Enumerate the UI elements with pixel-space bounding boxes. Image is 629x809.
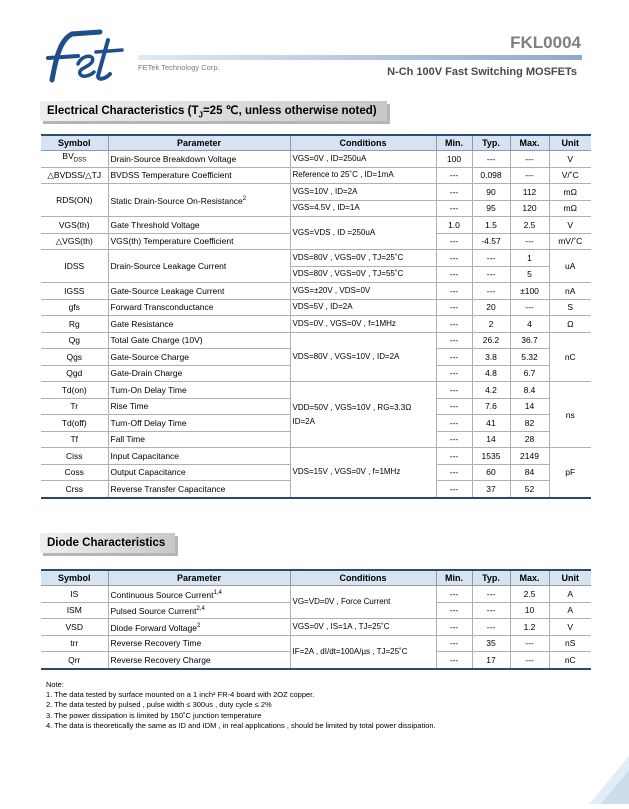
unit-cell: S bbox=[549, 299, 591, 316]
min-cell: --- bbox=[436, 233, 472, 250]
parameter-cell: Gate-Source Charge bbox=[108, 349, 290, 366]
symbol-cell: gfs bbox=[41, 299, 108, 316]
symbol-cell: Qrr bbox=[41, 652, 108, 669]
table-row bbox=[41, 586, 591, 603]
symbol-cell: Qg bbox=[41, 332, 108, 349]
unit-cell: A bbox=[549, 586, 591, 603]
table-row bbox=[41, 217, 591, 234]
min-cell: --- bbox=[436, 299, 472, 316]
unit-cell: nA bbox=[549, 283, 591, 300]
max-cell: 84 bbox=[510, 464, 549, 481]
typ-cell: 20 bbox=[472, 299, 510, 316]
col-header: Typ. bbox=[472, 570, 510, 586]
symbol-cell: VSD bbox=[41, 619, 108, 636]
col-header: Typ. bbox=[472, 135, 510, 151]
symbol-cell: Tf bbox=[41, 431, 108, 448]
parameter-cell: Gate-Drain Charge bbox=[108, 365, 290, 382]
condition-cell: VDS=5V , ID=2A bbox=[290, 299, 436, 316]
parameter-cell: Total Gate Charge (10V) bbox=[108, 332, 290, 349]
min-cell: --- bbox=[436, 349, 472, 366]
part-number: FKL0004 bbox=[510, 33, 581, 52]
condition-cell: VGS=0V , IS=1A , TJ=25˚C bbox=[290, 619, 436, 636]
min-cell: --- bbox=[436, 448, 472, 465]
max-cell: --- bbox=[510, 167, 549, 184]
parameter-cell: Pulsed Source Current$^{2,4}$ bbox=[108, 602, 290, 619]
max-cell: --- bbox=[510, 652, 549, 669]
doc-subtitle: N-Ch 100V Fast Switching MOSFETs bbox=[387, 66, 577, 78]
notes-block bbox=[46, 680, 436, 731]
min-cell: --- bbox=[436, 365, 472, 382]
typ-cell: 17 bbox=[472, 652, 510, 669]
table-row bbox=[41, 167, 591, 184]
max-cell: 1.2 bbox=[510, 619, 549, 636]
col-header: Symbol bbox=[41, 135, 108, 151]
min-cell: --- bbox=[436, 619, 472, 636]
min-cell: --- bbox=[436, 332, 472, 349]
symbol-cell: Crss bbox=[41, 481, 108, 498]
typ-cell: 60 bbox=[472, 464, 510, 481]
condition-cell: VGS=VDS , ID =250uA bbox=[290, 217, 436, 250]
typ-cell: 37 bbox=[472, 481, 510, 498]
table-row bbox=[41, 283, 591, 300]
unit-cell: A bbox=[549, 602, 591, 619]
symbol-cell: △VGS(th) bbox=[41, 233, 108, 250]
typ-cell: -4.57 bbox=[472, 233, 510, 250]
symbol-cell: Coss bbox=[41, 464, 108, 481]
typ-cell: --- bbox=[472, 602, 510, 619]
min-cell: --- bbox=[436, 602, 472, 619]
min-cell: --- bbox=[436, 586, 472, 603]
max-cell: 36.7 bbox=[510, 332, 549, 349]
typ-cell: --- bbox=[472, 586, 510, 603]
max-cell: 1 bbox=[510, 250, 549, 267]
table-row bbox=[41, 382, 591, 399]
max-cell: 14 bbox=[510, 398, 549, 415]
symbol-cell: IDSS bbox=[41, 250, 108, 283]
col-header: Symbol bbox=[41, 570, 108, 586]
symbol-cell: Td(on) bbox=[41, 382, 108, 399]
note-item: 4. The data is theoretically the same as ID and IDM , in real applications , should be limited by total power dissipation. bbox=[46, 720, 436, 730]
symbol-cell: VGS(th) bbox=[41, 217, 108, 234]
typ-cell: --- bbox=[472, 250, 510, 267]
condition-cell: VDS=15V , VGS=0V , f=1MHz bbox=[290, 448, 436, 498]
table-row bbox=[41, 332, 591, 349]
symbol-cell: Rg bbox=[41, 316, 108, 333]
typ-cell: 41 bbox=[472, 415, 510, 432]
company-name: FETek Technology Corp. bbox=[138, 63, 220, 72]
unit-cell: nC bbox=[549, 332, 591, 382]
typ-cell: 2 bbox=[472, 316, 510, 333]
col-header: Parameter bbox=[108, 135, 290, 151]
max-cell: 2.5 bbox=[510, 217, 549, 234]
typ-cell: --- bbox=[472, 151, 510, 168]
table-header-row bbox=[41, 570, 591, 586]
symbol-cell: ISM bbox=[41, 602, 108, 619]
symbol-cell: IGSS bbox=[41, 283, 108, 300]
note-item: 3. The power dissipation is limited by 150˚C junction temperature bbox=[46, 710, 262, 720]
max-cell: --- bbox=[510, 151, 549, 168]
unit-cell: mV/˚C bbox=[549, 233, 591, 250]
min-cell: --- bbox=[436, 184, 472, 201]
table-header-row bbox=[41, 135, 591, 151]
max-cell: 5.32 bbox=[510, 349, 549, 366]
min-cell: --- bbox=[436, 398, 472, 415]
min-cell: --- bbox=[436, 382, 472, 399]
symbol-cell: RDS(ON) bbox=[41, 184, 108, 217]
unit-cell: V/˚C bbox=[549, 167, 591, 184]
min-cell: --- bbox=[436, 431, 472, 448]
max-cell: --- bbox=[510, 299, 549, 316]
table-row bbox=[41, 448, 591, 465]
parameter-cell: Static Drain-Source On-Resistance$^2$ bbox=[108, 184, 290, 217]
unit-cell: mΩ bbox=[549, 200, 591, 217]
typ-cell: 1.5 bbox=[472, 217, 510, 234]
min-cell: 1.0 bbox=[436, 217, 472, 234]
fetek-logo bbox=[38, 28, 138, 91]
unit-cell: pF bbox=[549, 448, 591, 498]
max-cell: ±100 bbox=[510, 283, 549, 300]
unit-cell: uA bbox=[549, 250, 591, 283]
electrical-section-title: Electrical Characteristics ($T_J=25$ ℃, unless otherwise noted) bbox=[40, 101, 387, 121]
col-header: Conditions bbox=[290, 570, 436, 586]
typ-cell: 1535 bbox=[472, 448, 510, 465]
parameter-cell: Continuous Source Current$^{1,4}$ bbox=[108, 586, 290, 603]
col-header: Min. bbox=[436, 570, 472, 586]
min-cell: --- bbox=[436, 635, 472, 652]
min-cell: 100 bbox=[436, 151, 472, 168]
typ-cell: --- bbox=[472, 619, 510, 636]
typ-cell: 4.8 bbox=[472, 365, 510, 382]
max-cell: 4 bbox=[510, 316, 549, 333]
parameter-cell: Fall Time bbox=[108, 431, 290, 448]
notes-heading: Note: bbox=[46, 680, 64, 689]
parameter-cell: VGS(th) Temperature Coefficient bbox=[108, 233, 290, 250]
condition-cell: VDD=50V , VGS=10V , RG=3.3Ω ID=2A bbox=[290, 382, 436, 448]
table-row bbox=[41, 635, 591, 652]
symbol-cell: $BV_{DSS}$ bbox=[41, 151, 108, 168]
parameter-cell: Drain-Source Leakage Current bbox=[108, 250, 290, 283]
table-row bbox=[41, 184, 591, 201]
min-cell: --- bbox=[436, 415, 472, 432]
col-header: Min. bbox=[436, 135, 472, 151]
symbol-cell: trr bbox=[41, 635, 108, 652]
min-cell: --- bbox=[436, 652, 472, 669]
unit-cell: V bbox=[549, 217, 591, 234]
table-row bbox=[41, 250, 591, 267]
parameter-cell: Reverse Recovery Time bbox=[108, 635, 290, 652]
condition-cell: VDS=80V , VGS=0V , TJ=25˚C bbox=[290, 250, 436, 267]
condition-cell: VGS=±20V , VDS=0V bbox=[290, 283, 436, 300]
parameter-cell: Reverse Recovery Charge bbox=[108, 652, 290, 669]
table-row bbox=[41, 316, 591, 333]
parameter-cell: Output Capacitance bbox=[108, 464, 290, 481]
min-cell: --- bbox=[436, 250, 472, 267]
min-cell: --- bbox=[436, 283, 472, 300]
max-cell: 5 bbox=[510, 266, 549, 283]
condition-cell: VDS=0V , VGS=0V , f=1MHz bbox=[290, 316, 436, 333]
typ-cell: 4.2 bbox=[472, 382, 510, 399]
symbol-cell: IS bbox=[41, 586, 108, 603]
symbol-cell: Td(off) bbox=[41, 415, 108, 432]
max-cell: 2149 bbox=[510, 448, 549, 465]
condition-cell: VGS=0V , ID=250uA bbox=[290, 151, 436, 168]
diode-section-title: Diode Characteristics bbox=[40, 533, 175, 553]
col-header: Max. bbox=[510, 570, 549, 586]
unit-cell: V bbox=[549, 619, 591, 636]
condition-cell: IF=2A , dI/dt=100A/µs , TJ=25˚C bbox=[290, 635, 436, 669]
electrical-table bbox=[41, 134, 591, 499]
typ-cell: 90 bbox=[472, 184, 510, 201]
unit-cell: nS bbox=[549, 635, 591, 652]
table-row bbox=[41, 151, 591, 168]
max-cell: 10 bbox=[510, 602, 549, 619]
col-header: Unit bbox=[549, 135, 591, 151]
max-cell: 52 bbox=[510, 481, 549, 498]
max-cell: 8.4 bbox=[510, 382, 549, 399]
col-header: Max. bbox=[510, 135, 549, 151]
typ-cell: --- bbox=[472, 283, 510, 300]
parameter-cell: BVDSS Temperature Coefficient bbox=[108, 167, 290, 184]
max-cell: 2.5 bbox=[510, 586, 549, 603]
unit-cell: mΩ bbox=[549, 184, 591, 201]
min-cell: --- bbox=[436, 316, 472, 333]
parameter-cell: Input Capacitance bbox=[108, 448, 290, 465]
typ-cell: 7.6 bbox=[472, 398, 510, 415]
typ-cell: 26.2 bbox=[472, 332, 510, 349]
typ-cell: --- bbox=[472, 266, 510, 283]
typ-cell: 3.8 bbox=[472, 349, 510, 366]
max-cell: 120 bbox=[510, 200, 549, 217]
table-row bbox=[41, 299, 591, 316]
symbol-cell: Ciss bbox=[41, 448, 108, 465]
symbol-cell: Qgd bbox=[41, 365, 108, 382]
parameter-cell: Rise Time bbox=[108, 398, 290, 415]
min-cell: --- bbox=[436, 167, 472, 184]
unit-cell: nC bbox=[549, 652, 591, 669]
parameter-cell: Forward Transconductance bbox=[108, 299, 290, 316]
parameter-cell: Turn-On Delay Time bbox=[108, 382, 290, 399]
min-cell: --- bbox=[436, 200, 472, 217]
min-cell: --- bbox=[436, 464, 472, 481]
typ-cell: 0.098 bbox=[472, 167, 510, 184]
symbol-cell: △BVDSS/△TJ bbox=[41, 167, 108, 184]
parameter-cell: Turn-Off Delay Time bbox=[108, 415, 290, 432]
corner-decoration bbox=[589, 756, 629, 809]
col-header: Parameter bbox=[108, 570, 290, 586]
note-item: 1. The data tested by surface mounted on a 1 inch² FR-4 board with 2OZ copper. bbox=[46, 690, 315, 700]
col-header: Unit bbox=[549, 570, 591, 586]
condition-cell: Reference to 25˚C , ID=1mA bbox=[290, 167, 436, 184]
parameter-cell: Reverse Transfer Capacitance bbox=[108, 481, 290, 498]
max-cell: 112 bbox=[510, 184, 549, 201]
header-rule bbox=[138, 55, 582, 60]
unit-cell: V bbox=[549, 151, 591, 168]
min-cell: --- bbox=[436, 266, 472, 283]
parameter-cell: Drain-Source Breakdown Voltage bbox=[108, 151, 290, 168]
typ-cell: 14 bbox=[472, 431, 510, 448]
min-cell: --- bbox=[436, 481, 472, 498]
max-cell: 6.7 bbox=[510, 365, 549, 382]
condition-cell: VG=VD=0V , Force Current bbox=[290, 586, 436, 619]
parameter-cell: Gate Resistance bbox=[108, 316, 290, 333]
max-cell: --- bbox=[510, 635, 549, 652]
condition-cell: VDS=80V , VGS=0V , TJ=55˚C bbox=[290, 266, 436, 283]
parameter-cell: Diode Forward Voltage$^2$ bbox=[108, 619, 290, 636]
parameter-cell: Gate Threshold Voltage bbox=[108, 217, 290, 234]
condition-cell: VDS=80V , VGS=10V , ID=2A bbox=[290, 332, 436, 382]
condition-cell: VGS=10V , ID=2A bbox=[290, 184, 436, 201]
typ-cell: 95 bbox=[472, 200, 510, 217]
typ-cell: 35 bbox=[472, 635, 510, 652]
symbol-cell: Tr bbox=[41, 398, 108, 415]
condition-cell: VGS=4.5V , ID=1A bbox=[290, 200, 436, 217]
note-item: 2. The data tested by pulsed , pulse width ≤ 300us , duty cycle ≤ 2% bbox=[46, 700, 272, 710]
table-row bbox=[41, 619, 591, 636]
unit-cell: ns bbox=[549, 382, 591, 448]
max-cell: --- bbox=[510, 233, 549, 250]
unit-cell: Ω bbox=[549, 316, 591, 333]
symbol-cell: Qgs bbox=[41, 349, 108, 366]
max-cell: 82 bbox=[510, 415, 549, 432]
col-header: Conditions bbox=[290, 135, 436, 151]
diode-table bbox=[41, 569, 591, 670]
parameter-cell: Gate-Source Leakage Current bbox=[108, 283, 290, 300]
max-cell: 28 bbox=[510, 431, 549, 448]
